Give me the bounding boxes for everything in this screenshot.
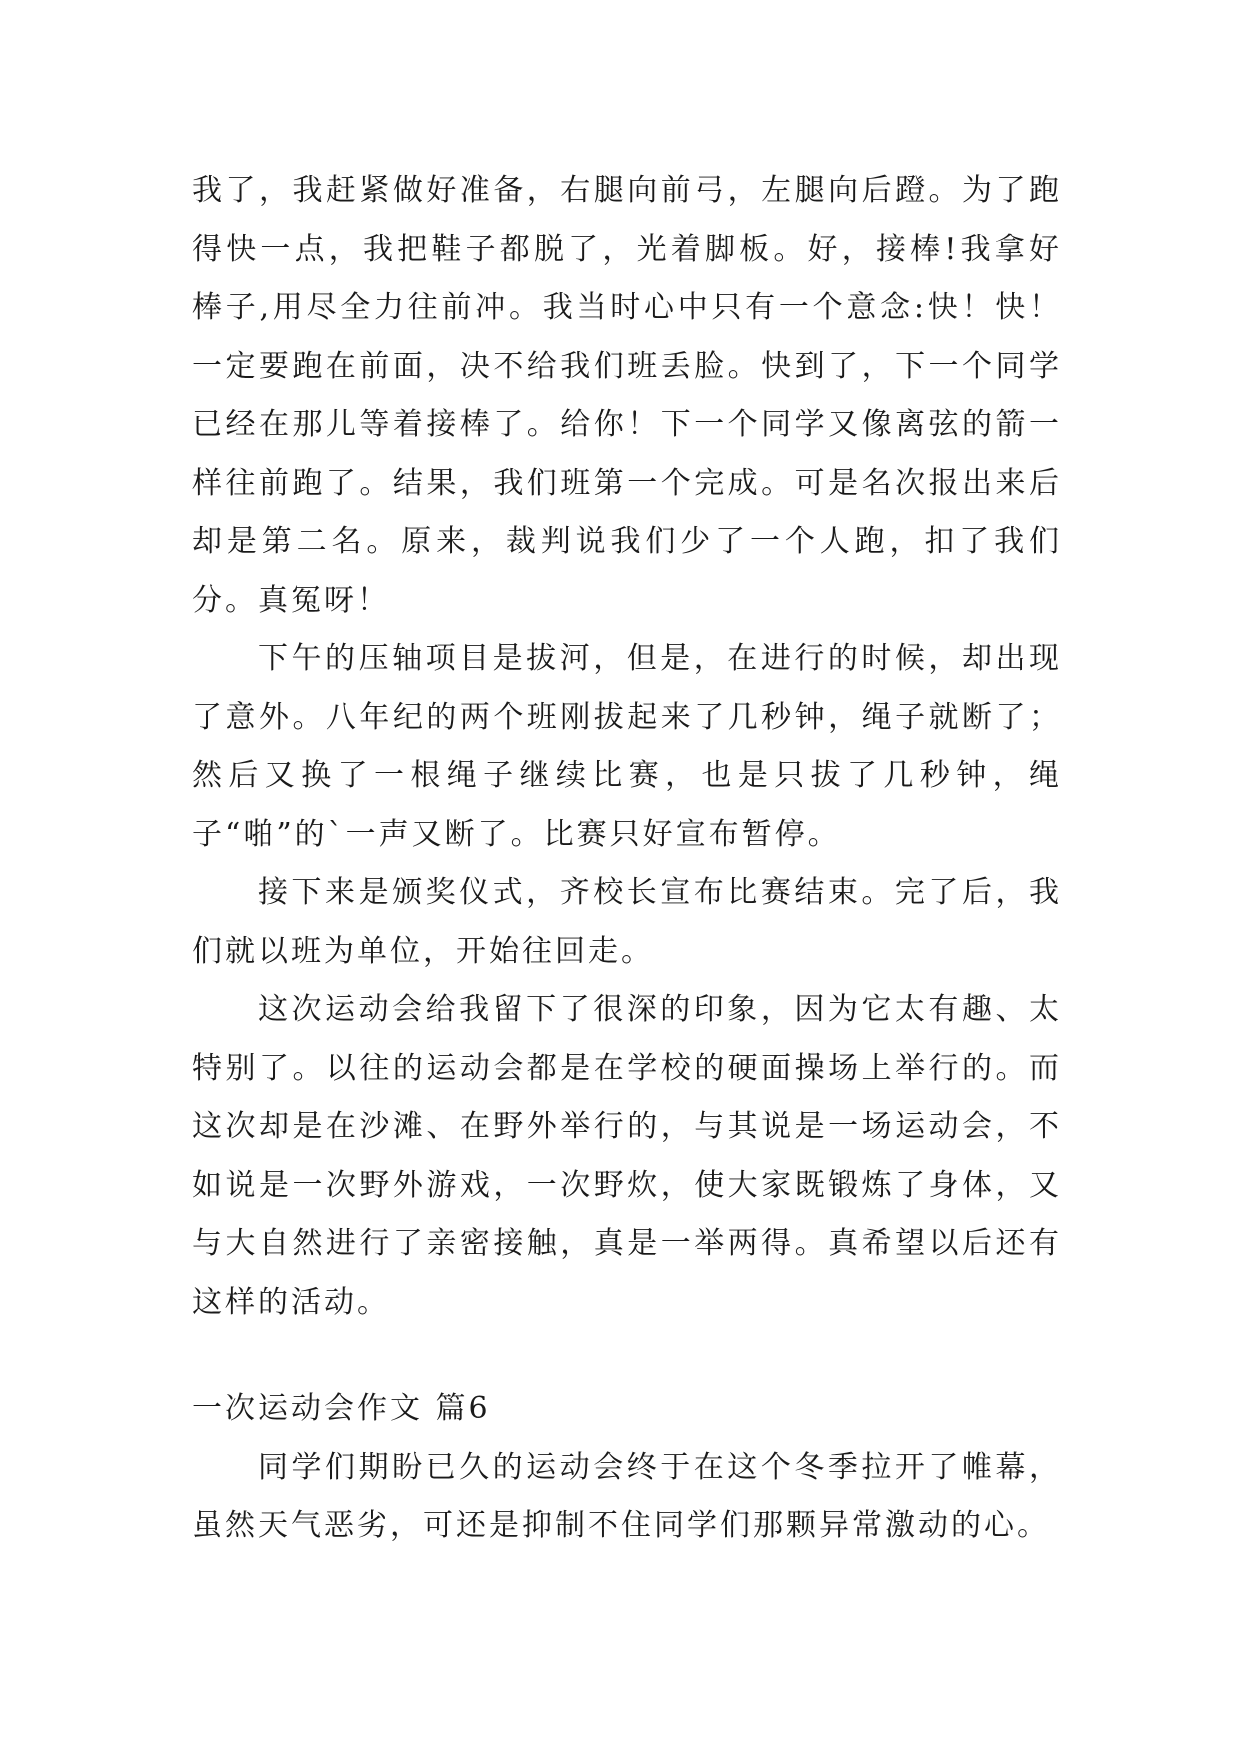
paragraph-tug-of-war: 下午的压轴项目是拔河，但是，在进行的时候，却出现了意外。八年纪的两个班刚拔起来了几秒钟，绳子就断了；然后又换了一根绳子继续比赛，也是只拔了几秒钟，绳子“啪”的`一声又断了。比赛只好宣布暂停。 [192, 641, 1062, 852]
document-body [192, 162, 1062, 1556]
paragraph-relay-race: 我了，我赶紧做好准备，右腿向前弓，左腿向后蹬。为了跑得快一点，我把鞋子都脱了，光着脚板。好，接棒!我拿好棒子,用尽全力往前冲。我当时心中只有一个意念:快！快！一定要跑在前面，决不给我们班丢脸。快到了，下一个同学已经在那儿等着接棒了。给你！下一个同学又像离弦的箭一样往前跑了。结果，我们班第一个完成。可是名次报出来后却是第二名。原来，裁判说我们少了一个人跑，扣了我们分。真冤呀！ [192, 173, 1062, 618]
section-heading: 一次运动会作文 篇6 [192, 1391, 491, 1426]
paragraph-award-ceremony: 接下来是颁奖仪式，齐校长宣布比赛结束。完了后，我们就以班为单位，开始往回走。 [192, 875, 1062, 969]
paragraph-opening: 同学们期盼已久的运动会终于在这个冬季拉开了帷幕，虽然天气恶劣，可还是抑制不住同学们那颗异常激动的心。 [192, 1449, 1062, 1543]
paragraph-impression: 这次运动会给我留下了很深的印象，因为它太有趣、太特别了。以往的运动会都是在学校的硬面操场上举行的。而这次却是在沙滩、在野外举行的，与其说是一场运动会，不如说是一次野外游戏，一次野炊，使大家既锻炼了身体，又与大自然进行了亲密接触，真是一举两得。真希望以后还有这样的活动。 [192, 992, 1062, 1320]
